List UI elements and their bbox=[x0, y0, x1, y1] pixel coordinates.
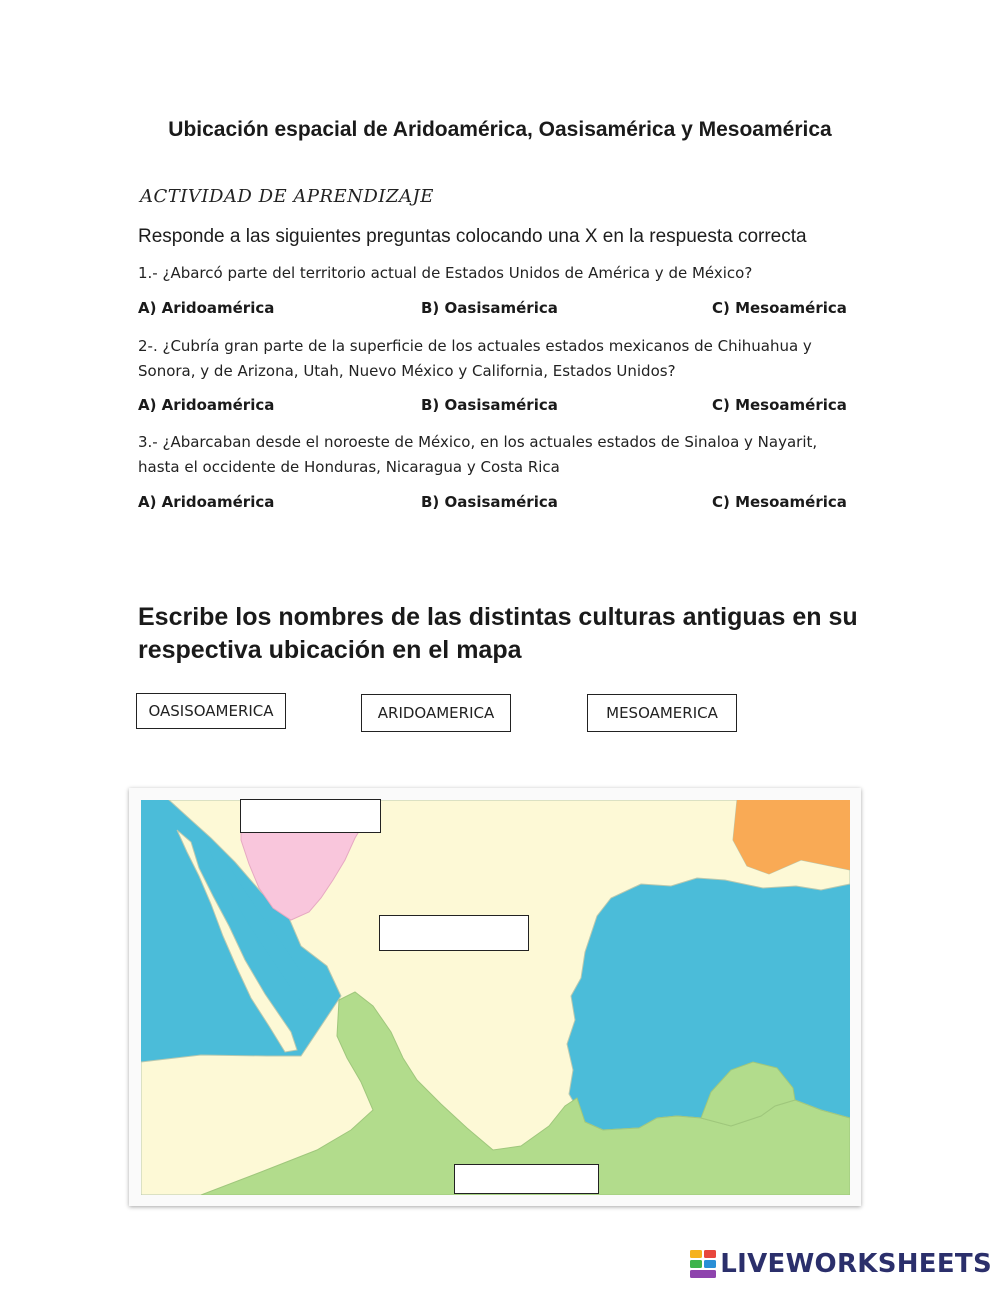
map-of-mexico bbox=[141, 800, 850, 1195]
q3-option-c[interactable]: C) Mesoamérica bbox=[712, 493, 847, 511]
map-frame bbox=[129, 788, 861, 1206]
q1-option-a[interactable]: A) Aridoamérica bbox=[138, 299, 275, 317]
page-title: Ubicación espacial de Aridoamérica, Oasisamérica y Mesoamérica bbox=[168, 118, 832, 141]
instruction-text: Responde a las siguientes preguntas colocando una X en la respuesta correcta bbox=[138, 226, 807, 247]
q2-option-a[interactable]: A) Aridoamérica bbox=[138, 396, 275, 414]
map-section-heading: Escribe los nombres de las distintas culturas antiguas en su respectiva ubicación en el mapa bbox=[138, 603, 858, 664]
activity-subtitle: ACTIVIDAD DE APRENDIZAJE bbox=[140, 186, 434, 207]
question-2-text: 2-. ¿Cubría gran parte de la superficie de los actuales estados mexicanos de Chihuahua y Sonora, y de Arizona, Utah, Nuevo México y California, Estados Unidos? bbox=[138, 337, 812, 380]
q1-option-c[interactable]: C) Mesoamérica bbox=[712, 299, 847, 317]
draggable-label-oasisoamerica[interactable]: OASISOAMERICA bbox=[136, 693, 286, 729]
map-answer-box-north[interactable] bbox=[240, 799, 381, 833]
map-svg bbox=[141, 800, 850, 1195]
q2-option-c[interactable]: C) Mesoamérica bbox=[712, 396, 847, 414]
question-3-text: 3.- ¿Abarcaban desde el noroeste de México, en los actuales estados de Sinaloa y Nayarit, hasta el occidente de Honduras, Nicaragua y Costa Rica bbox=[138, 433, 818, 476]
draggable-label-mesoamerica[interactable]: MESOAMERICA bbox=[587, 694, 737, 732]
map-answer-box-center[interactable] bbox=[379, 915, 529, 951]
draggable-label-aridoamerica[interactable]: ARIDOAMERICA bbox=[361, 694, 511, 732]
brand-name: LIVEWORKSHEETS bbox=[720, 1249, 992, 1279]
liveworksheets-brand[interactable] bbox=[690, 1249, 992, 1279]
usa-east-region bbox=[733, 800, 850, 874]
liveworksheets-logo-icon bbox=[690, 1250, 716, 1278]
question-1-text: 1.- ¿Abarcó parte del territorio actual de Estados Unidos de América y de México? bbox=[138, 264, 753, 282]
map-answer-box-south[interactable] bbox=[454, 1164, 599, 1194]
q1-option-b[interactable]: B) Oasisamérica bbox=[421, 299, 558, 317]
q3-option-a[interactable]: A) Aridoamérica bbox=[138, 493, 275, 511]
q3-option-b[interactable]: B) Oasisamérica bbox=[421, 493, 558, 511]
q2-option-b[interactable]: B) Oasisamérica bbox=[421, 396, 558, 414]
